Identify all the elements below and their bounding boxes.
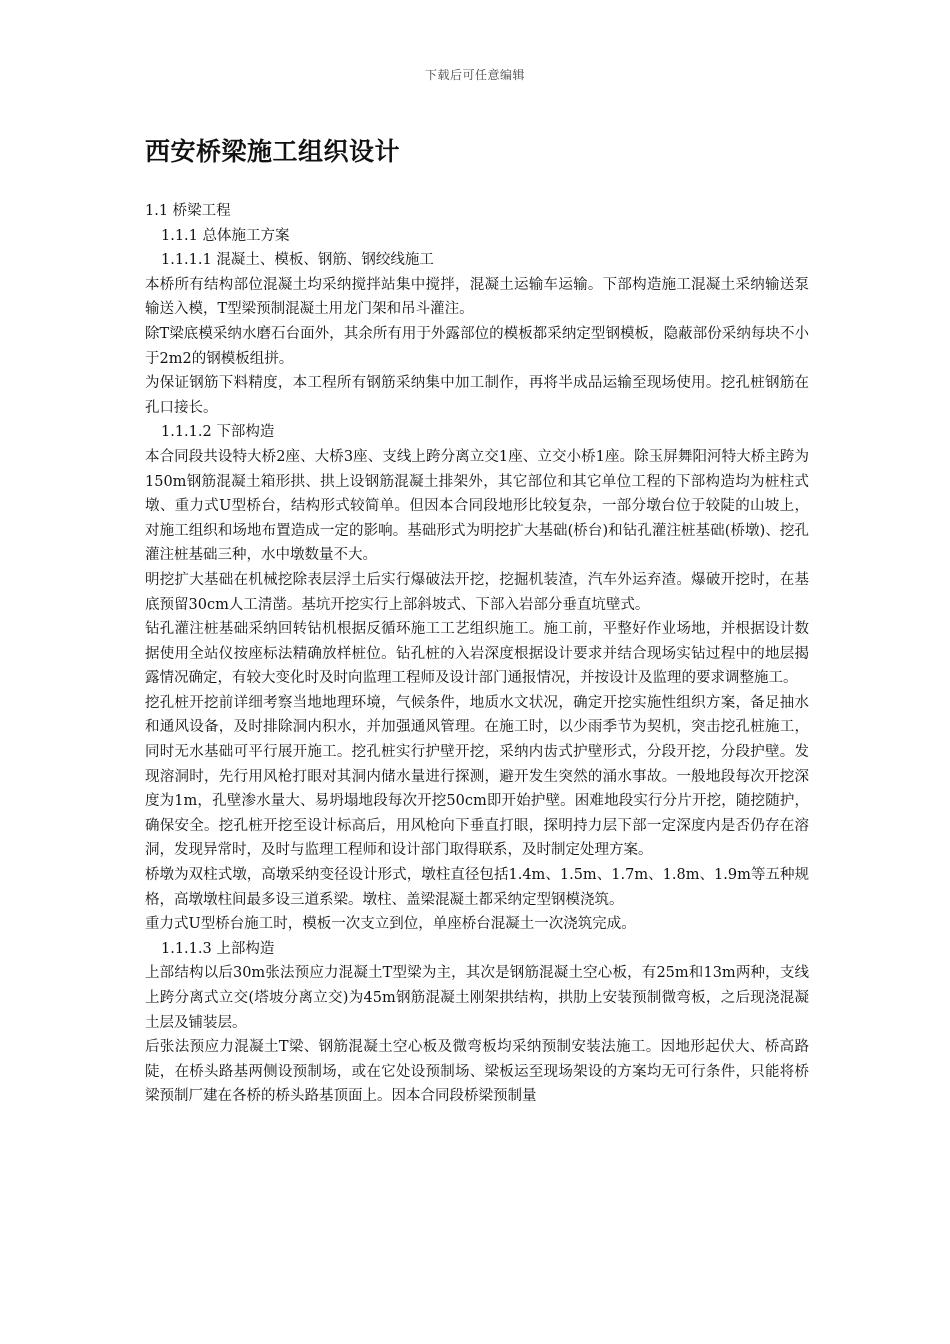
paragraph: 钻孔灌注桩基础采纳回转钻机根据反循环施工工艺组织施工。施工前，平整好作业场地，并根据设计数据使用全站仪按座标法精确放样桩位。钻孔桩的入岩深度根据设计要求并结合现场实钻过程中的地层揭露情况确定，有较大变化时及时向监理工程师及设计部门通报情况，并按设计及监理的要求调整施工。	[145, 621, 809, 687]
subsubsection-heading: 1.1.1.3 上部构造	[161, 940, 275, 957]
document-body	[145, 199, 809, 1109]
paragraph: 后张法预应力混凝土T梁、钢筋混凝土空心板及微弯板均采纳预制安装法施工。因地形起伏大、桥高路陡，在桥头路基两侧设预制场，或在它处设预制场、梁板运至现场架设的方案均无可行条件，只能将桥梁预制厂建在各桥的桥头路基顶面上。因本合同段桥梁预制量	[145, 1039, 809, 1105]
header-note: 下载后可任意编辑	[424, 68, 525, 82]
document-title: 西安桥梁施工组织设计	[145, 137, 401, 166]
paragraph: 桥墩为双柱式墩，高墩采纳变径设计形式，墩柱直径包括1.4m、1.5m、1.7m、1.8m、1.9m等五种规格，高墩墩柱间最多设三道系梁。墩柱、盖梁混凝土都采纳定型钢模浇筑。	[145, 867, 809, 908]
paragraph: 上部结构以后30m张法预应力混凝土T型梁为主，其次是钢筋混凝土空心板，有25m和13m两种，支线上跨分离式立交(塔坡分离立交)为45m钢筋混凝土刚架拱结构，拱肋上安装预制微弯板，之后现浇混凝土层及铺装层。	[145, 965, 809, 1031]
subsection-heading: 1.1.1 总体施工方案	[161, 227, 290, 244]
paragraph: 明挖扩大基础在机械挖除表层浮土后实行爆破法开挖，挖掘机装渣，汽车外运弃渣。爆破开挖时，在基底预留30cm人工清凿。基坑开挖实行上部斜坡式、下部入岩部分垂直坑壁式。	[145, 571, 809, 613]
paragraph: 挖孔桩开挖前详细考察当地地理环境，气候条件，地质水文状况，确定开挖实施性组织方案，备足抽水和通风设备，及时排除洞内积水，并加强通风管理。在施工时，以少雨季节为契机，突击挖孔桩施工，同时无水基础可平行展开施工。挖孔桩实行护壁开挖，采纳内齿式护壁形式，分段开挖，分段护壁。发现溶洞时，先行用风枪打眼对其洞内储水量进行探测，避开发生突然的涌水事故。一般地段每次开挖深度为1m，孔壁渗水量大、易坍塌地段每次开挖50cm即开始护壁。困难地段实行分片开挖，随挖随护，确保安全。挖孔桩开挖至设计标高后，用风枪向下垂直打眼，探明持力层下部一定深度内是否仍存在溶洞，发现异常时，及时与监理工程师和设计部门取得联系，及时制定处理方案。	[145, 694, 809, 859]
subsubsection-heading: 1.1.1.2 下部构造	[161, 424, 275, 441]
paragraph: 为保证钢筋下料精度，本工程所有钢筋采纳集中加工制作，再将半成品运输至现场使用。挖孔桩钢筋在孔口接长。	[145, 375, 809, 416]
paragraph: 除T梁底模采纳水磨石台面外，其余所有用于外露部位的模板都采纳定型钢模板，隐蔽部份采纳每块不小于2m2的钢模板组拼。	[145, 325, 809, 367]
paragraph: 本合同段共设特大桥2座、大桥3座、支线上跨分离立交1座、立交小桥1座。除玉屏舞阳河特大桥主跨为150m钢筋混凝土箱形拱、拱上设钢筋混凝土排架外，其它部位和其它单位工程的下部构造均为桩柱式墩、重力式U型桥台，结构形式较简单。但因本合同段地形比较复杂，一部分墩台位于较陡的山坡上，对施工组织和场地布置造成一定的影响。基础形式为明挖扩大基础(桥台)和钻孔灌注桩基础(桥墩)、挖孔灌注桩基础三种，水中墩数量不大。	[145, 448, 809, 564]
paragraph: 重力式U型桥台施工时，模板一次支立到位，单座桥台混凝土一次浇筑完成。	[145, 916, 636, 933]
subsubsection-heading: 1.1.1.1 混凝土、模板、钢筋、钢绞线施工	[161, 252, 434, 269]
section-heading: 1.1 桥梁工程	[145, 203, 231, 219]
paragraph: 本桥所有结构部位混凝土均采纳搅拌站集中搅拌，混凝土运输车运输。下部构造施工混凝土采纳输送泵输送入模，T型梁预制混凝土用龙门架和吊斗灌注。	[145, 276, 809, 318]
